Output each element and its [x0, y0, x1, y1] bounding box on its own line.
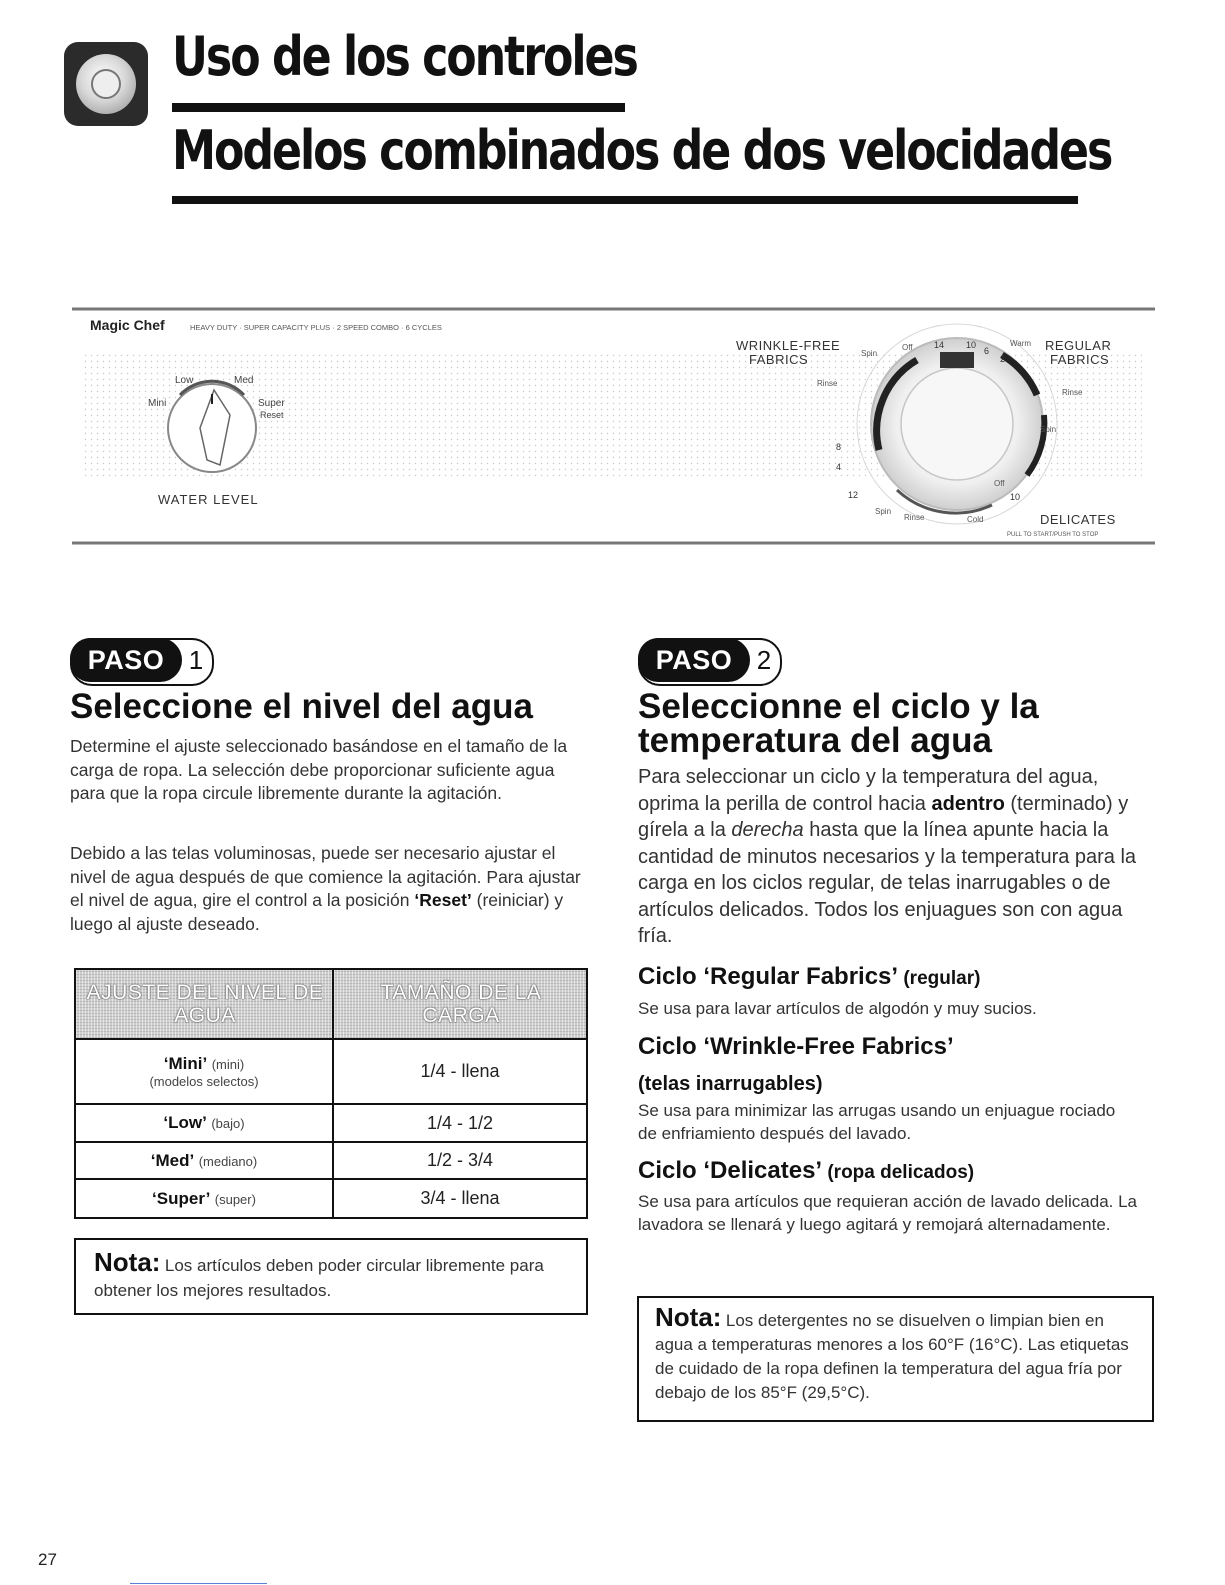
load-size: 1/4 - llena [420, 1061, 500, 1081]
load-size: 1/4 - 1/2 [426, 1112, 494, 1133]
water-level-table-header [76, 970, 586, 1040]
step-2-heading-line-1: Seleccionne el ciclo y la [638, 687, 1039, 726]
panel-brand: Magic Chef [90, 317, 165, 333]
cycle-delicates-description: Se usa para artículos que requieran acción de lavado delicada. La lavadora se llenará y luego agitará y remojará alternadamente. [638, 1192, 1138, 1234]
dial-label-off-2: Off [994, 479, 1005, 488]
dial-label-spin-1: Spin [861, 349, 878, 358]
cycle-group-wrinkle-free-fabrics: FABRICS [749, 352, 809, 367]
right-term: derecha [731, 819, 804, 841]
panel-pull-to-start: PULL TO START/PUSH TO STOP [1007, 532, 1099, 538]
step-1-heading: Seleccione el nivel del agua [70, 687, 533, 726]
water-level-option-med: Med [234, 375, 254, 386]
water-level-option-reset: Reset [260, 410, 284, 420]
water-level-translation: (mini) [211, 1057, 245, 1072]
cycle-group-regular-fabrics: FABRICS [1050, 352, 1110, 367]
step-1-badge [70, 638, 210, 682]
water-level-name: ‘Med’ [150, 1150, 195, 1170]
step-2-paragraph: Para seleccionar un ciclo y la temperatura del agua, oprima la perilla de control hacia adentro (terminado) y gírela a la derecha hasta que la línea apunte hacia la cantidad de minutos necesarios y la temperatura para la carga en los ciclos regular, de telas inarrugables o de artículos delicados. Todos los enjuagues son con agua fría. [638, 766, 1137, 947]
table-row [76, 1040, 586, 1105]
step-2-heading-line-2: temperatura del agua [638, 721, 992, 760]
cycle-group-regular: REGULAR [1045, 338, 1112, 353]
water-level-name: ‘Low’ [163, 1113, 207, 1132]
dial-minutes-6: 6 [984, 346, 990, 356]
controls-dial-icon [64, 42, 148, 126]
dial-minutes-8: 8 [836, 442, 842, 452]
dial-label-cold: Cold [967, 515, 984, 524]
control-panel-illustration [72, 300, 1155, 550]
control-panel-svg [72, 300, 1155, 550]
step-2-note [637, 1296, 1154, 1422]
water-level-availability: (modelos selectos) [149, 1074, 259, 1089]
table-header-load-size: TAMAÑO DE LA CARGA [380, 981, 542, 1027]
step-2-number: 2 [756, 645, 772, 675]
dial-minutes-12: 12 [848, 490, 859, 500]
note-text: Los artículos deben poder circular libremente para obtener los mejores resultados. [94, 1256, 544, 1300]
step-1-badge-label: PASO [70, 638, 182, 682]
reset-term: ‘Reset’ [414, 890, 472, 910]
inward-term: adentro [931, 792, 1005, 815]
table-column-divider [332, 970, 334, 1217]
subtitle-rule [172, 196, 1078, 204]
note-label: Nota: [655, 1302, 722, 1332]
footer-link-line [130, 1583, 267, 1584]
note-label: Nota: [94, 1247, 161, 1277]
table-row [76, 1180, 586, 1217]
water-level-table [74, 968, 588, 1219]
table-row [76, 1143, 586, 1180]
title-rule [172, 103, 625, 112]
step-1-note [74, 1238, 588, 1315]
dial-minutes-10-delicates: 10 [1010, 492, 1021, 502]
note-text: Los detergentes no se disuelven o limpian bien en agua a temperaturas menores a los 60°F (16°C). Las etiquetas de cuidado de la ropa definen la temperatura del agua fría por debajo de los 85°F (29,5°C). [655, 1311, 1129, 1402]
cycle-group-wrinkle-free: WRINKLE-FREE [736, 338, 841, 353]
page-title: Uso de los controles [172, 25, 637, 88]
dial-label-spin-3: Spin [875, 507, 892, 516]
water-level-option-mini: Mini [148, 398, 167, 409]
table-header-water-level: AJUSTE DEL NIVEL DE AGUA [86, 981, 324, 1027]
panel-model-description: HEAVY DUTY · SUPER CAPACITY PLUS · 2 SPEED COMBO · 6 CYCLES [190, 323, 442, 332]
step-1-paragraph-2: Debido a las telas voluminosas, puede ser necesario ajustar el nivel de agua después de que comience la agitación. Para ajustar el nivel de agua, gire el control a la posición ‘Reset’ (reiniciar) y luego al ajuste deseado. [70, 843, 581, 934]
cycle-group-delicates: DELICATES [1040, 512, 1116, 527]
page-number: 27 [38, 1550, 57, 1569]
water-level-option-super: Super [258, 398, 285, 409]
water-level-label: WATER LEVEL [158, 492, 259, 507]
dial-minutes-4: 4 [836, 462, 842, 472]
dial-label-warm: Warm [1010, 339, 1032, 348]
dial-minutes-10: 10 [966, 340, 977, 350]
cycle-wrinkle-free-subtitle: (telas inarrugables) [638, 1073, 823, 1095]
page-subtitle: Modelos combinados de dos velocidades [172, 119, 1112, 182]
water-level-translation: (mediano) [198, 1153, 258, 1169]
water-level-option-low: Low [175, 375, 194, 386]
cycle-delicates-title: Ciclo ‘Delicates’ (ropa delicados) [638, 1157, 975, 1184]
table-row [76, 1105, 586, 1143]
step-2-badge [638, 638, 778, 682]
water-level-translation: (super) [214, 1191, 256, 1207]
dial-minutes-2: 2 [1000, 354, 1006, 364]
dial-label-rinse-3: Rinse [904, 513, 925, 522]
water-level-knob[interactable] [168, 381, 256, 472]
dial-label-spin-2: Spin [1040, 425, 1057, 434]
cycle-regular-description: Se usa para lavar artículos de algodón y muy sucios. [638, 999, 1037, 1018]
step-1-number: 1 [188, 645, 204, 675]
load-size: 3/4 - llena [420, 1188, 500, 1208]
dial-label-off-1: Off [902, 343, 913, 352]
step-1-paragraph-1: Determine el ajuste seleccionado basándose en el tamaño de la carga de ropa. La selección debe proporcionar suficiente agua para que la ropa circule libremente durante la agitación. [70, 736, 568, 803]
cycle-wrinkle-free-title: Ciclo ‘Wrinkle-Free Fabrics’ [638, 1033, 954, 1060]
dial-label-rinse-2: Rinse [1062, 388, 1083, 397]
cycle-wrinkle-free-description: Se usa para minimizar las arrugas usando un enjuague rociado de enfriamiento después del lavado. [638, 1101, 1116, 1143]
load-size: 1/2 - 3/4 [426, 1150, 494, 1170]
water-level-name: ‘Mini’ [163, 1054, 208, 1073]
step-2-badge-label: PASO [638, 638, 750, 682]
dial-label-rinse-1: Rinse [817, 379, 838, 388]
water-level-translation: (bajo) [211, 1116, 245, 1131]
water-level-name: ‘Super’ [152, 1188, 211, 1208]
cycle-regular-title: Ciclo ‘Regular Fabrics’ (regular) [638, 963, 981, 990]
dial-minutes-14: 14 [934, 340, 945, 350]
